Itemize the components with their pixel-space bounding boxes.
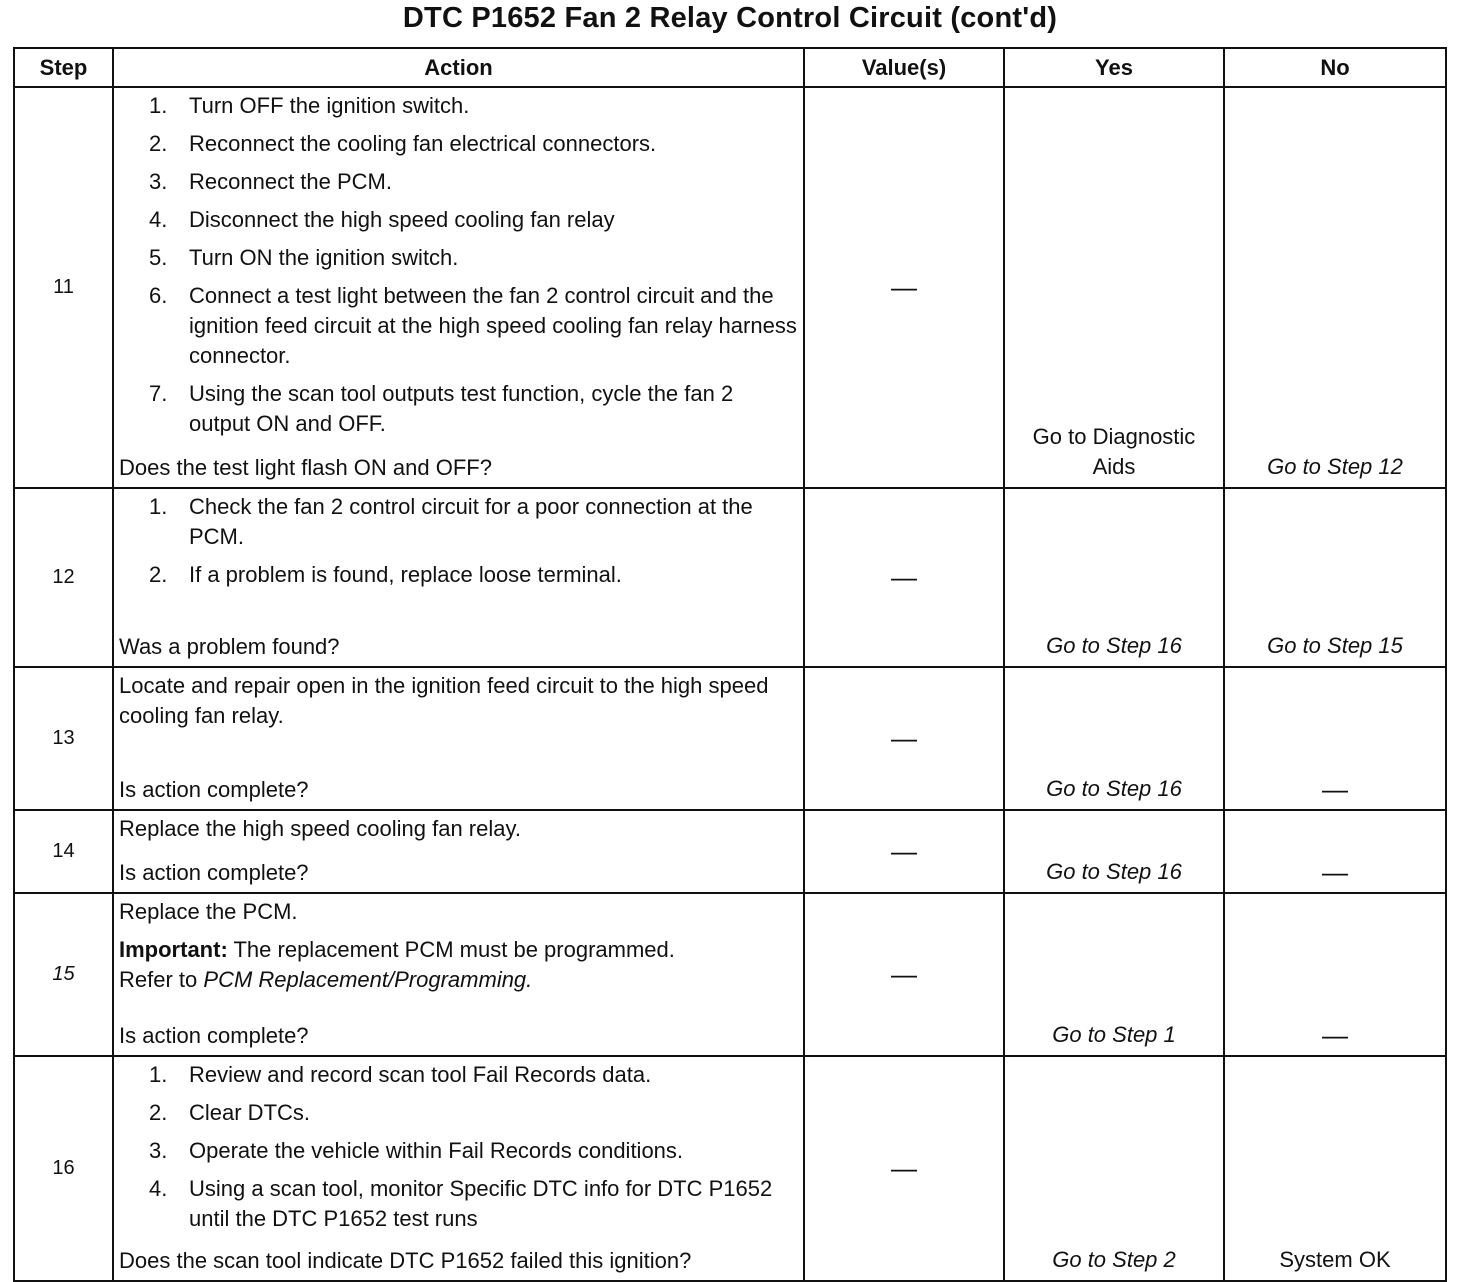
- yes-cell: Go to Step 16: [1004, 488, 1224, 667]
- header-yes: Yes: [1004, 48, 1224, 87]
- action-cell: [113, 667, 804, 810]
- step-number: 13: [14, 667, 113, 810]
- diagnostic-table: [13, 47, 1447, 1282]
- yes-cell: Go to Step 16: [1004, 667, 1224, 810]
- action-text: Replace the PCM.: [119, 899, 298, 924]
- yes-cell: Go to Step 2: [1004, 1056, 1224, 1281]
- step-number: 14: [14, 810, 113, 893]
- list-item: 2. Reconnect the cooling fan electrical connectors.: [149, 131, 657, 156]
- action-steps: [119, 492, 797, 590]
- no-cell: System OK: [1224, 1056, 1446, 1281]
- table-row: [14, 667, 1446, 810]
- no-cell: —: [1224, 810, 1446, 893]
- action-question: Was a problem found?: [119, 634, 340, 659]
- list-item: 1. Review and record scan tool Fail Records data.: [149, 1062, 652, 1087]
- list-item: 1. Turn OFF the ignition switch.: [149, 93, 470, 118]
- yes-cell: Go to Diagnostic Aids: [1004, 87, 1224, 488]
- header-values: Value(s): [804, 48, 1004, 87]
- list-item: 7. Using the scan tool outputs test function, cycle the fan 2 output ON and OFF.: [149, 381, 734, 436]
- refer-prefix: Refer to: [119, 967, 198, 992]
- action-steps: [119, 1060, 797, 1234]
- action-question: Does the test light flash ON and OFF?: [119, 455, 492, 480]
- list-item: 3. Operate the vehicle within Fail Records conditions.: [149, 1138, 684, 1163]
- action-cell: [113, 87, 804, 488]
- header-no: No: [1224, 48, 1446, 87]
- no-cell: Go to Step 15: [1224, 488, 1446, 667]
- header-row: [14, 48, 1446, 87]
- table-row: [14, 1056, 1446, 1281]
- step-number: 12: [14, 488, 113, 667]
- value-cell: —: [804, 667, 1004, 810]
- action-steps: [119, 91, 797, 439]
- page-title: DTC P1652 Fan 2 Relay Control Circuit (cont'd): [402, 2, 1058, 34]
- action-question: Does the scan tool indicate DTC P1652 failed this ignition?: [119, 1248, 692, 1273]
- important-label: Important:: [119, 937, 228, 962]
- value-cell: —: [804, 488, 1004, 667]
- header-action: Action: [113, 48, 804, 87]
- step-number: 11: [14, 87, 113, 488]
- action-cell: [113, 810, 804, 893]
- action-question: Is action complete?: [119, 777, 309, 802]
- yes-cell: Go to Step 1: [1004, 893, 1224, 1056]
- value-cell: —: [804, 87, 1004, 488]
- table-row: [14, 810, 1446, 893]
- action-question: Is action complete?: [119, 860, 309, 885]
- step-number: 16: [14, 1056, 113, 1281]
- action-cell: [113, 488, 804, 667]
- list-item: 2. Clear DTCs.: [149, 1100, 311, 1125]
- list-item: 5. Turn ON the ignition switch.: [149, 245, 459, 270]
- action-cell: [113, 1056, 804, 1281]
- action-question: Is action complete?: [119, 1023, 309, 1048]
- value-cell: —: [804, 1056, 1004, 1281]
- table-row: [14, 488, 1446, 667]
- list-item: 1. Check the fan 2 control circuit for a poor connection at the PCM.: [149, 494, 753, 549]
- step-number: 15: [14, 893, 113, 1056]
- action-text: Locate and repair open in the ignition feed circuit to the high speed cooling fan relay.: [119, 673, 769, 728]
- no-cell: —: [1224, 667, 1446, 810]
- refer-link[interactable]: PCM Replacement/Programming.: [203, 967, 533, 992]
- header-step: Step: [14, 48, 113, 87]
- value-cell: —: [804, 810, 1004, 893]
- yes-cell: Go to Step 16: [1004, 810, 1224, 893]
- list-item: 3. Reconnect the PCM.: [149, 169, 392, 194]
- list-item: 4. Disconnect the high speed cooling fan relay: [149, 207, 615, 232]
- list-item: 6. Connect a test light between the fan 2 control circuit and the ignition feed circuit at the high speed cooling fan relay harness connector.: [149, 283, 797, 368]
- important-note: [119, 935, 797, 995]
- table-row: [14, 893, 1446, 1056]
- no-cell: —: [1224, 893, 1446, 1056]
- no-cell: Go to Step 12: [1224, 87, 1446, 488]
- important-text: The replacement PCM must be programmed.: [233, 937, 675, 962]
- action-text: Replace the high speed cooling fan relay.: [119, 816, 521, 841]
- action-cell: [113, 893, 804, 1056]
- table-row: [14, 87, 1446, 488]
- list-item: 4. Using a scan tool, monitor Specific DTC info for DTC P1652 until the DTC P1652 test runs: [149, 1176, 773, 1231]
- value-cell: —: [804, 893, 1004, 1056]
- list-item: 2. If a problem is found, replace loose terminal.: [149, 562, 622, 587]
